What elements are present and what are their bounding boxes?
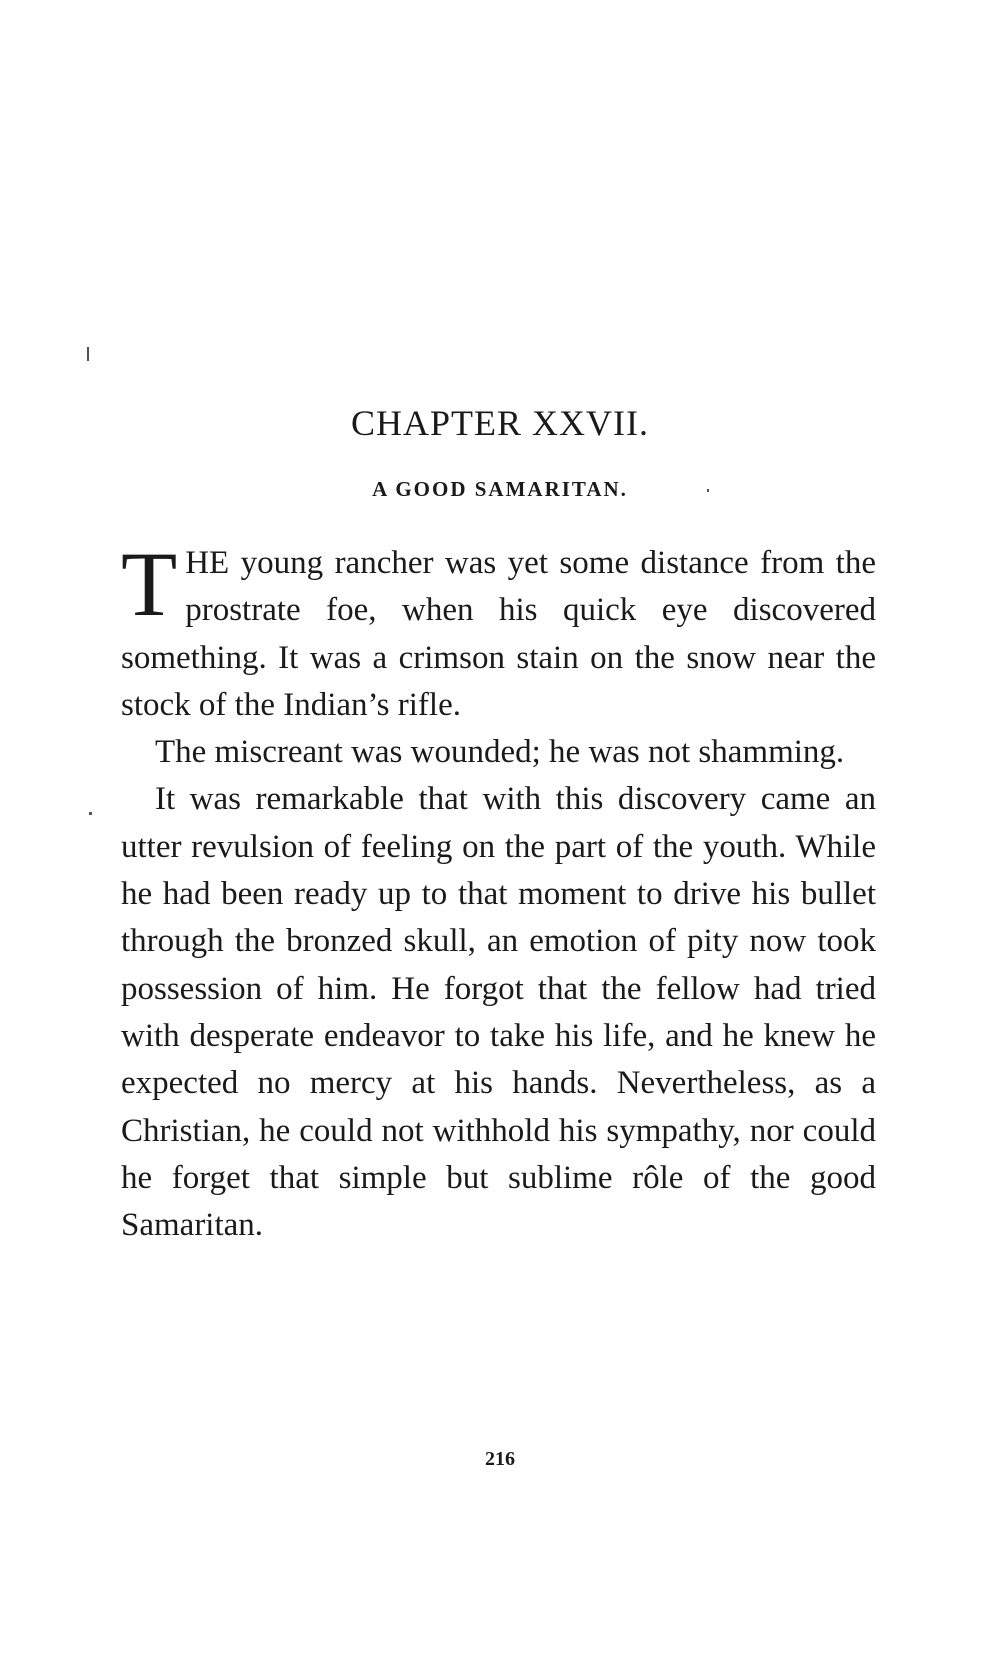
chapter-body [121,533,876,1249]
paragraph-1-text: HE young rancher was yet some distance from the prostrate foe, when his quick eye discovered something. It was a crimson stain on the snow near the stock of the Indian’s rifle. [121,545,876,723]
scan-speck [89,812,92,815]
scan-speck [87,347,89,361]
chapter-heading: CHAPTER XXVII. [351,403,649,443]
drop-cap: T [121,533,178,635]
paragraph-3: It was remarkable that with this discovery came an utter revulsion of feeling on the part of the youth. While he had been ready up to that moment to drive his bullet through the bronzed skull, an emotion of pity now took possession of him. He forgot that the fellow had tried with desperate endeavor to take his life, and he knew he expected no mercy at his hands. Nevertheless, as a Christian, he could not withhold his sympathy, nor could he forget that simple but sublime rôle of the good Samaritan. [121,781,876,1244]
paragraph-2: The miscreant was wounded; he was not shamming. [155,734,845,771]
paragraph-1 [121,533,876,729]
chapter-subtitle: A GOOD SAMARITAN. [372,477,628,501]
page-number: 216 [485,1448,515,1470]
